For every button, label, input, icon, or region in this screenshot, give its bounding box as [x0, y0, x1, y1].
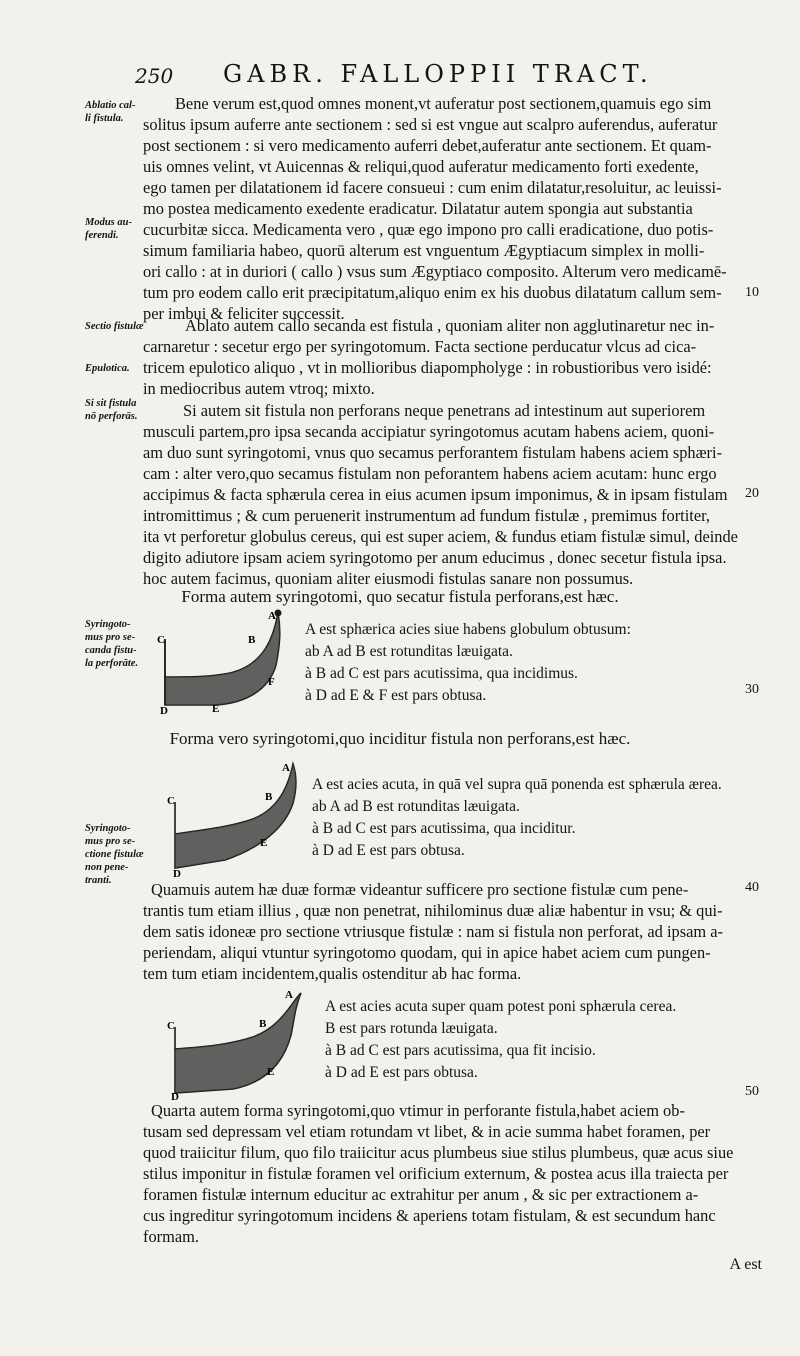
figure-1-label-a: A [268, 610, 276, 622]
line-marker-20: 20 [745, 486, 759, 501]
text-line: tusam sed depressam vel etiam rotundam vt libet, & in acie summa habet foramen, per [143, 1122, 711, 1141]
legend-line: A est acies acuta, in quā vel supra quā ponenda est sphærula ærea. [312, 776, 722, 793]
text-line: cucurbitæ sicca. Medicamenta vero , quæ ego impono pro calli eradicatione, duo potis- [143, 220, 714, 239]
figure-3-label-d: D [171, 1091, 179, 1100]
text-line: tricem epulotico aliquo , vt in mollioribus diapompholyge : in robustioribus vero isidé: [143, 358, 712, 377]
text-line: formam. [143, 1227, 199, 1246]
running-title: GABR. FALLOPPII TRACT. [223, 60, 653, 88]
text-line: accipimus & facta sphærula cerea in eius acumen ipsum imponimus, & in ipsam fistulam [143, 485, 728, 504]
legend-line: à D ad E & F est pars obtusa. [305, 687, 487, 704]
legend-line: B est pars rotunda læuigata. [325, 1020, 498, 1037]
figure-1-label-e: E [212, 703, 220, 715]
figure-1-label-c: C [157, 634, 165, 646]
figure-2-label-e: E [260, 837, 268, 849]
line-marker-30: 30 [745, 682, 759, 697]
text-line: Ablato autem callo secanda est fistula , quoniam aliter non agglutinaretur nec in- [185, 316, 715, 335]
figure-2-label-b: B [265, 791, 273, 803]
figure-2-caption: Forma vero syringotomi,quo inciditur fistula non perforans,est hæc. [169, 729, 631, 748]
legend-line: à B ad C est pars acutissima, qua incidimus. [305, 665, 578, 682]
figure-3-label-e: E [267, 1066, 275, 1078]
legend-line: ab A ad B est rotunditas læuigata. [312, 798, 520, 815]
text-line: dem satis idoneæ pro sectione vtriusque fistulæ : nam si fistula non perforat, ad ipsam a- [143, 922, 723, 941]
syringotome-figure-3 [163, 985, 313, 1100]
text-line: in mediocribus autem vtroq; mixto. [143, 379, 375, 398]
paragraph-4 [143, 879, 740, 984]
figure-2-label-a: A [282, 762, 290, 774]
text-line: cus ingreditur syringotomum incidens & aperiens totam fistulam, & est secundum hanc [143, 1206, 716, 1225]
text-line: stilus imponitur in fistulæ foramen vel orificium externum, & postea acus illa traiecta per [143, 1164, 729, 1183]
text-line: Quarta autem forma syringotomi,quo vtimur in perforante fistula,habet aciem ob- [151, 1101, 685, 1120]
text-line: mo postea medicamento exedente eradicatur. Dilatatur autem spongia aut substantia [143, 199, 693, 218]
margin-note-modus: Modus au- ferendi. [85, 217, 132, 241]
paragraph-2 [143, 315, 740, 399]
margin-note-epulotica: Epulotica. [85, 363, 130, 374]
text-line: ori callo : at in duriori ( callo ) vsus sum Ægyptiaco composito. Alterum vero medicamē- [143, 262, 727, 281]
text-line: digito adiutore ipsam aciem syringotomo per anum educimus , donec secetur fistula ipsa. [143, 548, 727, 567]
catchword: A est [729, 1256, 762, 1273]
blade-hatched-edge [165, 613, 280, 705]
figure-3-label-b: B [259, 1018, 267, 1030]
text-line: tem tum etiam incidentem,qualis ostenditur ab hac forma. [143, 964, 522, 983]
text-line: simum familiaria habeo, quorū alterum est vnguentum Ægyptiacum simplex in molli- [143, 241, 705, 260]
legend-line: à B ad C est pars acutissima, qua fit incisio. [325, 1042, 596, 1059]
margin-note-si-fistula: Si sit fistula nō perforās. [85, 398, 138, 422]
text-line: ita vt perforetur globulus cereus, qui est super aciem, & fundus etiam fistulæ simul, deinde [143, 527, 738, 546]
blade-hatched-edge [175, 764, 296, 868]
figure-2-label-d: D [173, 868, 181, 878]
text-line: ego tamen per dilatationem id facere consueui : cum enim dilatatur,resoluitur, ac leuissi- [143, 178, 722, 197]
figure-2-legend [312, 774, 722, 862]
line-marker-10: 10 [745, 285, 759, 300]
legend-line: à B ad C est pars acutissima, qua inciditur. [312, 820, 576, 837]
legend-line: A est acies acuta super quam potest poni sphærula cerea. [325, 998, 677, 1015]
syringotome-figure-2 [165, 758, 310, 878]
figure-1-label-d: D [160, 705, 168, 715]
figure-1-label-b: B [248, 634, 256, 646]
figure-2-label-c: C [167, 795, 175, 807]
figure-3-label-a: A [285, 989, 293, 1001]
legend-line: à D ad E est pars obtusa. [325, 1064, 478, 1081]
margin-note-syringotomus-non-penetrans: Syringoto- mus pro se- ctione fistulæ non pene- tranti. [85, 823, 144, 886]
text-line: cam : alter vero,quo secamus fistulam non peforantem habens aciem acutam: hunc ergo [143, 464, 717, 483]
paragraph-5 [143, 1100, 740, 1247]
paragraph-1 [143, 93, 740, 324]
line-marker-50: 50 [745, 1084, 759, 1099]
figure-3-legend [325, 996, 676, 1084]
text-line: carnaretur : secetur ergo per syringotomum. Facta sectione perducatur vlcus ad cica- [143, 337, 697, 356]
figure-1-caption: Forma autem syringotomi, quo secatur fistula perforans,est hæc. [181, 587, 619, 606]
text-line: Bene verum est,quod omnes monent,vt auferatur post sectionem,quamuis ego sim [175, 94, 712, 113]
margin-note-ablatio: Ablatio cal- li fistula. [85, 100, 136, 124]
text-line: Si autem sit fistula non perforans neque penetrans ad intestinum aut superiorem [183, 401, 706, 420]
text-line: quod traiicitur filum, quo filo traiicitur acus plumbeus siue stilus plumbeus, quæ acus siue [143, 1143, 734, 1162]
text-line: intromittimus ; & cum peruenerit instrumentum ad fundum fistulæ , premimus fortiter, [143, 506, 711, 525]
text-line: foramen fistulæ internum educitur ac extrahitur per anum , & sic per extractionem a- [143, 1185, 699, 1204]
text-line: tum pro eodem callo erit præcipitatum,aliquo enim ex his duobus dilatatum callum sem- [143, 283, 722, 302]
blade-hatched-edge [175, 993, 301, 1093]
syringotome-figure-1 [150, 605, 300, 715]
text-line: am duo sunt syringotomi, vnus quo secamus perforantem fistulam habens aciem sphæri- [143, 443, 723, 462]
text-line: uis omnes velint, vt Auicennas & reliqui,quod auferatur medicamento forti exedente, [143, 157, 699, 176]
text-line: per imbui & feliciter successit. [143, 304, 345, 323]
figure-1-legend [305, 619, 631, 707]
figure-1-label-f: F [268, 676, 275, 688]
paragraph-3 [143, 400, 740, 589]
figure-3-label-c: C [167, 1020, 175, 1032]
page-header [135, 60, 670, 90]
text-line: Quamuis autem hæ duæ formæ videantur sufficere pro sectione fistulæ cum pene- [151, 880, 689, 899]
page-number: 250 [135, 64, 174, 88]
text-line: hoc autem facimus, quoniam aliter eiusmodi fistulas sanare non possumus. [143, 569, 634, 588]
legend-line: ab A ad B est rotunditas læuigata. [305, 643, 513, 660]
text-line: solitus ipsum auferre ante sectionem : sed si est vngue aut scalpro auferendus, auferatur [143, 115, 718, 134]
margin-note-sectio: Sectio fistulæ [85, 321, 144, 332]
margin-note-syringotomus-perforans: Syringoto- mus pro se- canda fistu- la perforāte. [85, 619, 139, 669]
legend-line: à D ad E est pars obtusa. [312, 842, 465, 859]
text-line: post sectionem : si vero medicamento auferri debet,auferatur ante sectionem. Et quam- [143, 136, 712, 155]
line-marker-40: 40 [745, 880, 759, 895]
text-line: trantis tum etiam illius , quæ non penetrat, nihilominus duæ aliæ habentur in vsu; & qui- [143, 901, 723, 920]
text-line: musculi partem,pro ipsa secanda accipiatur syringotomus acutam habens aciem, quoni- [143, 422, 715, 441]
text-line: periendam, aliqui vtuntur syringotomo quodam, qui in apice habet aciem cum pungen- [143, 943, 711, 962]
legend-line: A est sphærica acies siue habens globulum obtusum: [305, 621, 631, 638]
